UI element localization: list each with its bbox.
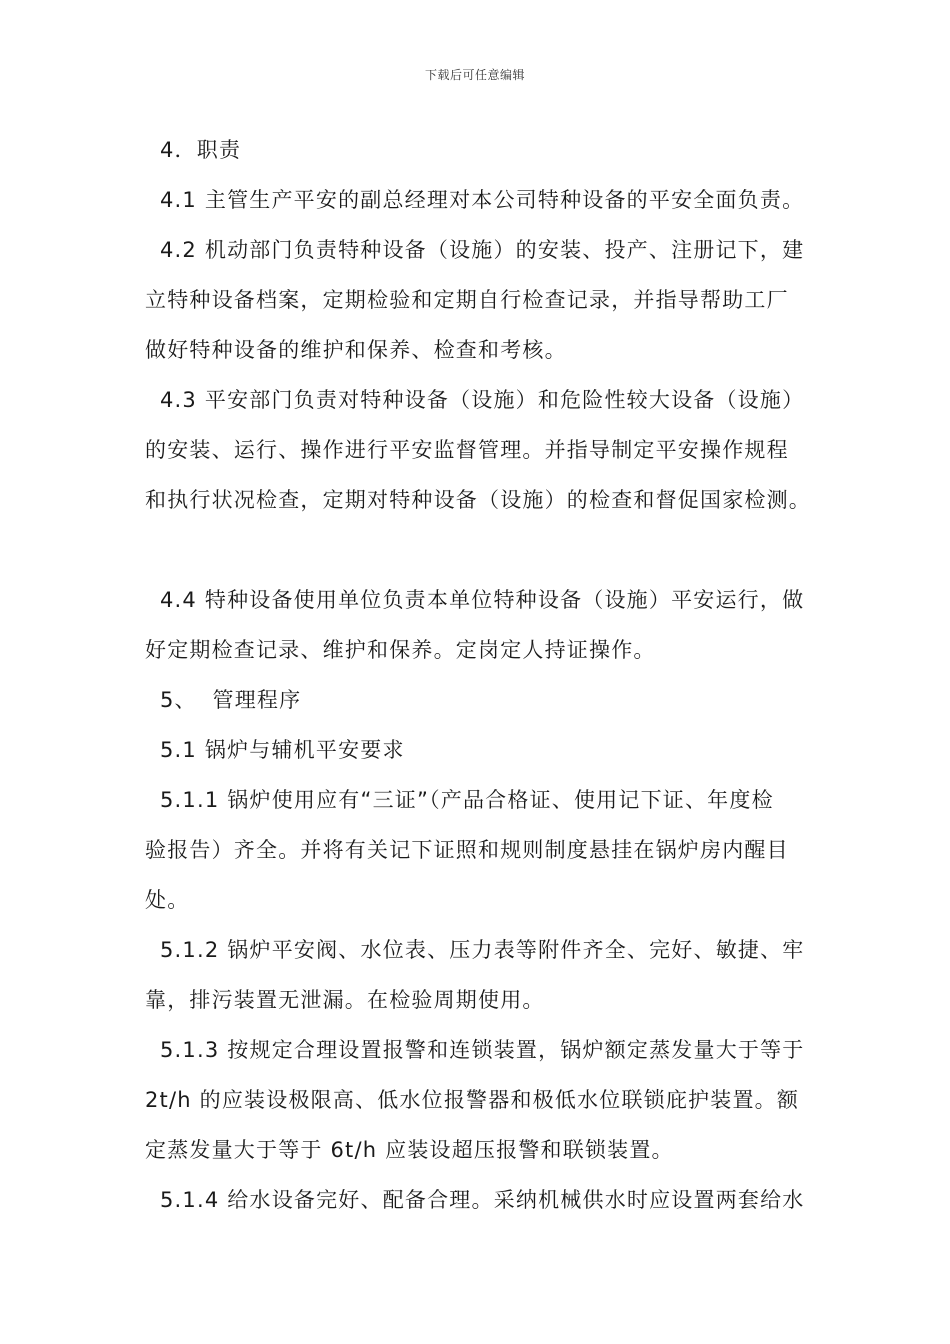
paragraph-5-1-2-line-1: 5.1.2 锅炉平安阀、水位表、压力表等附件齐全、完好、敏捷、牢	[160, 938, 805, 962]
paragraph-4-2-line-1: 4.2 机动部门负责特种设备（设施）的安装、投产、注册记下，建	[160, 238, 805, 262]
paragraph-4-4-line-2: 好定期检查记录、维护和保养。定岗定人持证操作。	[145, 638, 656, 662]
paragraph-5-1-1-line-1: 5.1.1 锅炉使用应有“三证”（产品合格证、使用记下证、年度检	[160, 788, 774, 812]
subsection-5-1-heading: 5.1 锅炉与辅机平安要求	[160, 738, 405, 762]
paragraph-4-4-line-1: 4.4 特种设备使用单位负责本单位特种设备（设施）平安运行，做	[160, 588, 805, 612]
page-header-note: 下载后可任意编辑	[424, 68, 525, 82]
paragraph-4-3-line-1: 4.3 平安部门负责对特种设备（设施）和危险性较大设备（设施）	[160, 388, 805, 412]
paragraph-5-1-1-line-3: 处。	[145, 888, 190, 912]
section-4-heading: 4．职责	[160, 138, 242, 162]
paragraph-5-1-4-line-1: 5.1.4 给水设备完好、配备合理。采纳机械供水时应设置两套给水	[160, 1188, 805, 1212]
paragraph-4-3-line-3: 和执行状况检查，定期对特种设备（设施）的检查和督促国家检测。	[145, 488, 811, 512]
paragraph-4-2-line-2: 立特种设备档案，定期检验和定期自行检查记录，并指导帮助工厂	[145, 288, 789, 312]
paragraph-4-3-line-2: 的安装、运行、操作进行平安监督管理。并指导制定平安操作规程	[145, 438, 789, 462]
paragraph-5-1-2-line-2: 靠，排污装置无泄漏。在检验周期使用。	[145, 988, 545, 1012]
paragraph-4-1: 4.1 主管生产平安的副总经理对本公司特种设备的平安全面负责。	[160, 188, 805, 212]
paragraph-5-1-3-line-1: 5.1.3 按规定合理设置报警和连锁装置，锅炉额定蒸发量大于等于	[160, 1038, 805, 1062]
section-5-heading: 5、 管理程序	[160, 688, 302, 712]
paragraph-5-1-3-line-2: 2t/h 的应装设极限高、低水位报警器和极低水位联锁庇护装置。额	[145, 1088, 800, 1112]
paragraph-5-1-1-line-2: 验报告）齐全。并将有关记下证照和规则制度悬挂在锅炉房内醒目	[145, 838, 789, 862]
paragraph-5-1-3-line-3: 定蒸发量大于等于 6t/h 应装设超压报警和联锁装置。	[145, 1138, 674, 1162]
paragraph-4-2-line-3: 做好特种设备的维护和保养、检查和考核。	[145, 338, 567, 362]
